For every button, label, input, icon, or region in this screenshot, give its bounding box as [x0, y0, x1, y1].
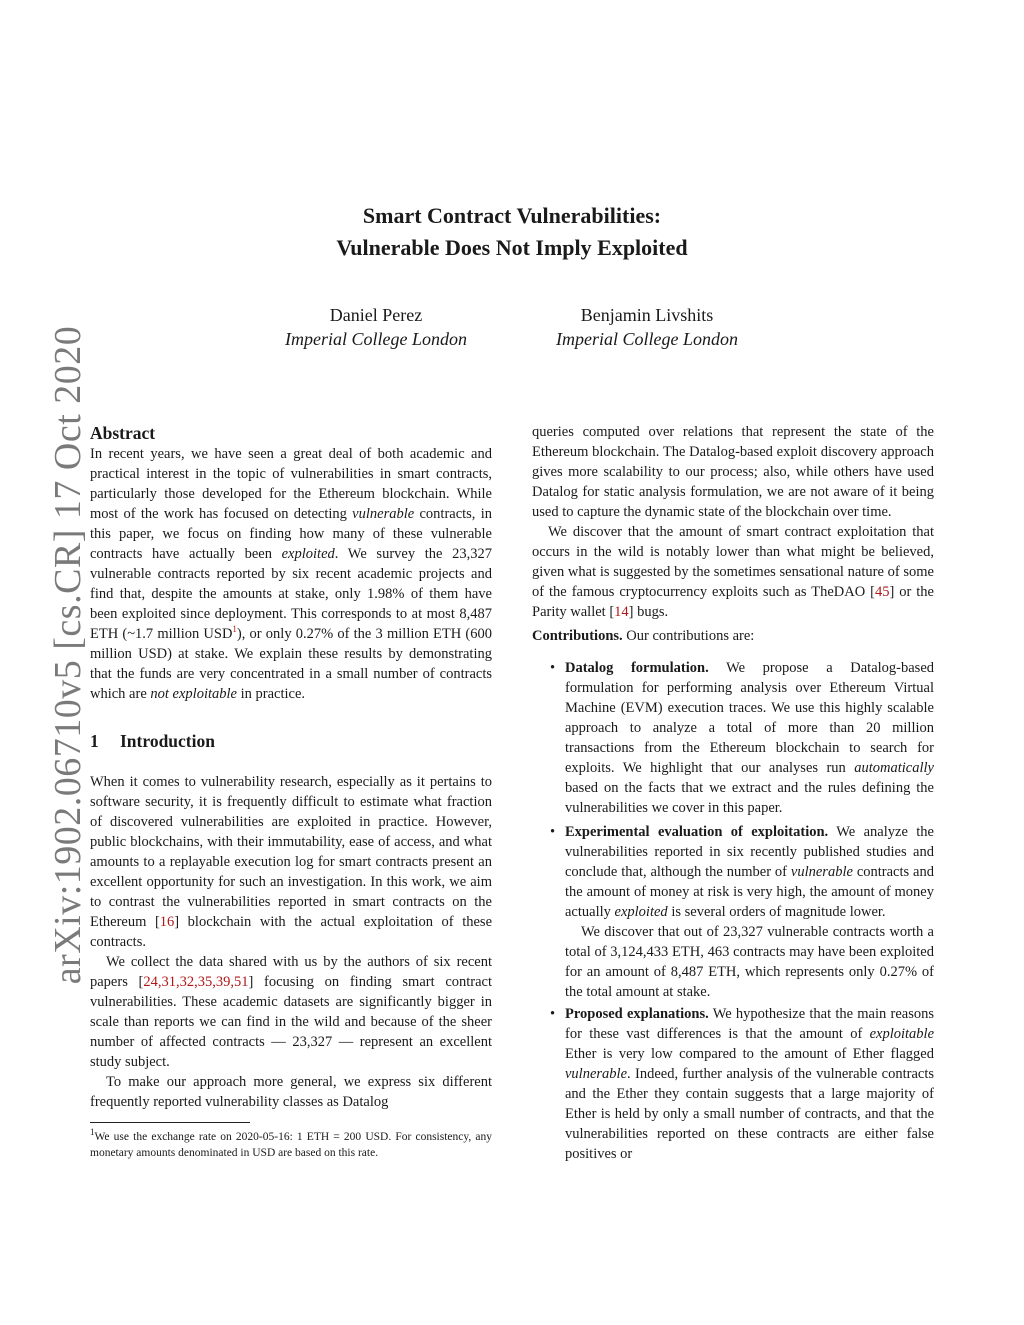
author-affiliation: Imperial College London	[556, 329, 738, 349]
author-affiliation: Imperial College London	[285, 329, 467, 349]
author-name: Daniel Perez	[329, 305, 423, 325]
intro-paragraph-2: We collect the data shared with us by the authors of six recent papers [24,31,32,35,39,51] focusing on finding smart contract vulnerabilities. These academic datasets are significantly bigger in scale than reports we can find in the wild and because of the sheer number of affected contracts — 23,327 — represent an excellent study subject.	[90, 954, 493, 1070]
contribution-item-2: • Experimental evaluation of exploitation. We analyze the vulnerabilities reported in six recently published studies and conclude that, although the number of vulnerable contracts and the amount of money at risk is very high, the amount of money actually exploited is several orders of magnitude lower.	[550, 824, 934, 920]
author-1	[226, 303, 526, 351]
citation-link[interactable]: 14	[614, 604, 629, 620]
contributions-paragraph: Contributions. Our contributions are:	[532, 628, 755, 644]
right-column	[532, 422, 934, 1164]
footnote-link[interactable]: 1	[232, 624, 237, 635]
bullet-icon: •	[550, 1006, 556, 1022]
footnote-rule	[90, 1122, 250, 1123]
citation-links[interactable]: 24,31,32,35,39,51	[143, 974, 249, 990]
bullet-icon: •	[550, 824, 556, 840]
intro-paragraph-1: When it comes to vulnerability research, especially as it pertains to software security, it is frequently difficult to estimate what fraction of discovered vulnerabilities are exploited in practice. However, public blockchains, with their immutability, ease of access, and what amounts to a replayable execution log for smart contracts present an excellent opportunity for such an investigation. In this work, we aim to contrast the vulnerabilities reported in smart contracts on the Ethereum [16] blockchain with the actual exploitation of these contracts.	[90, 774, 493, 950]
contribution-item-1: • Datalog formulation. We propose a Datalog-based formulation for performing analysis over Ethereum Virtual Machine (EVM) execution traces. We use this highly scalable approach to analyze a total of more than 20 million transactions from the Ethereum blockchain to search for exploits. We highlight that our analyses run automatically based on the facts that we extract and the rules defining the vulnerabilities we cover in this paper.	[550, 660, 935, 816]
contribution-item-3: • Proposed explanations. We hypothesize that the main reasons for these vast differences is that the amount of exploitable Ether is very low compared to the amount of Ether flagged vulnerable. Indeed, further analysis of the vulnerable contracts and the Ether they contain suggests that a large majority of Ether is held by only a small number of contracts, and that the vulnerabilities reported on these contracts are either false positives or	[550, 1006, 934, 1162]
right-paragraph-1: queries computed over relations that represent the state of the Ethereum blockchain. The Datalog-based exploit discovery approach gives more scalability to our process; also, while others have used Datalog for static analysis formulation, we are not aware of it being used to capture the dynamic state of the blockchain over time.	[532, 424, 934, 520]
paper-title	[0, 200, 1024, 264]
left-column	[90, 422, 492, 1161]
right-paragraph-2: We discover that the amount of smart contract exploitation that occurs in the wild is notably lower than what might be believed, given what is suggested by the sometimes sensational nature of some of the famous cryptocurrency exploits such as TheDAO [45] or the Parity wallet [14] bugs.	[532, 524, 934, 620]
title-line-1: Smart Contract Vulnerabilities:	[362, 203, 662, 228]
section-heading-introduction: 1 Introduction	[90, 731, 215, 751]
title-line-2: Vulnerable Does Not Imply Exploited	[336, 235, 688, 260]
intro-paragraph-3: To make our approach more general, we express six different frequently reported vulnerability classes as Datalog	[90, 1074, 492, 1110]
contribution-item-2-detail: We discover that out of 23,327 vulnerable contracts worth a total of 3,124,433 ETH, 463 contracts may have been exploited for an amount of 8,487 ETH, which represents only 0.27% of the total amount at stake.	[565, 924, 934, 1000]
citation-link[interactable]: 45	[874, 584, 890, 600]
abstract-heading: Abstract	[90, 423, 156, 443]
citation-link[interactable]: 16	[159, 914, 175, 930]
author-2	[497, 303, 797, 351]
bullet-icon: •	[550, 660, 556, 676]
arxiv-identifier: arXiv:1902.06710v5 [cs.CR] 17 Oct 2020	[47, 325, 89, 985]
abstract-text: In recent years, we have seen a great deal of both academic and practical interest in the topic of vulnerabilities in smart contracts, particularly those developed for the Ethereum blockchain. While most of the work has focused on detecting vulnerable contracts, in this paper, we focus on finding how many of these vulnerable contracts have actually been exploited. We survey the 23,327 vulnerable contracts reported by six recent academic projects and find that, despite the amounts at stake, only 1.98% of them have been exploited since deployment. This corresponds to at most 8,487 ETH (~1.7 million USD$^1$), or only 0.27% of the 3 million ETH (600 million USD) at stake. We explain these results by demonstrating that the funds are very concentrated in a small number of contracts which are not exploitable in practice.	[90, 446, 493, 702]
author-name: Benjamin Livshits	[580, 305, 714, 325]
footnote: $^1$We use the exchange rate on 2020-05-16: 1 ETH = 200 USD. For consistency, any monetary amounts denominated in USD are based on this rate.	[90, 1127, 492, 1159]
